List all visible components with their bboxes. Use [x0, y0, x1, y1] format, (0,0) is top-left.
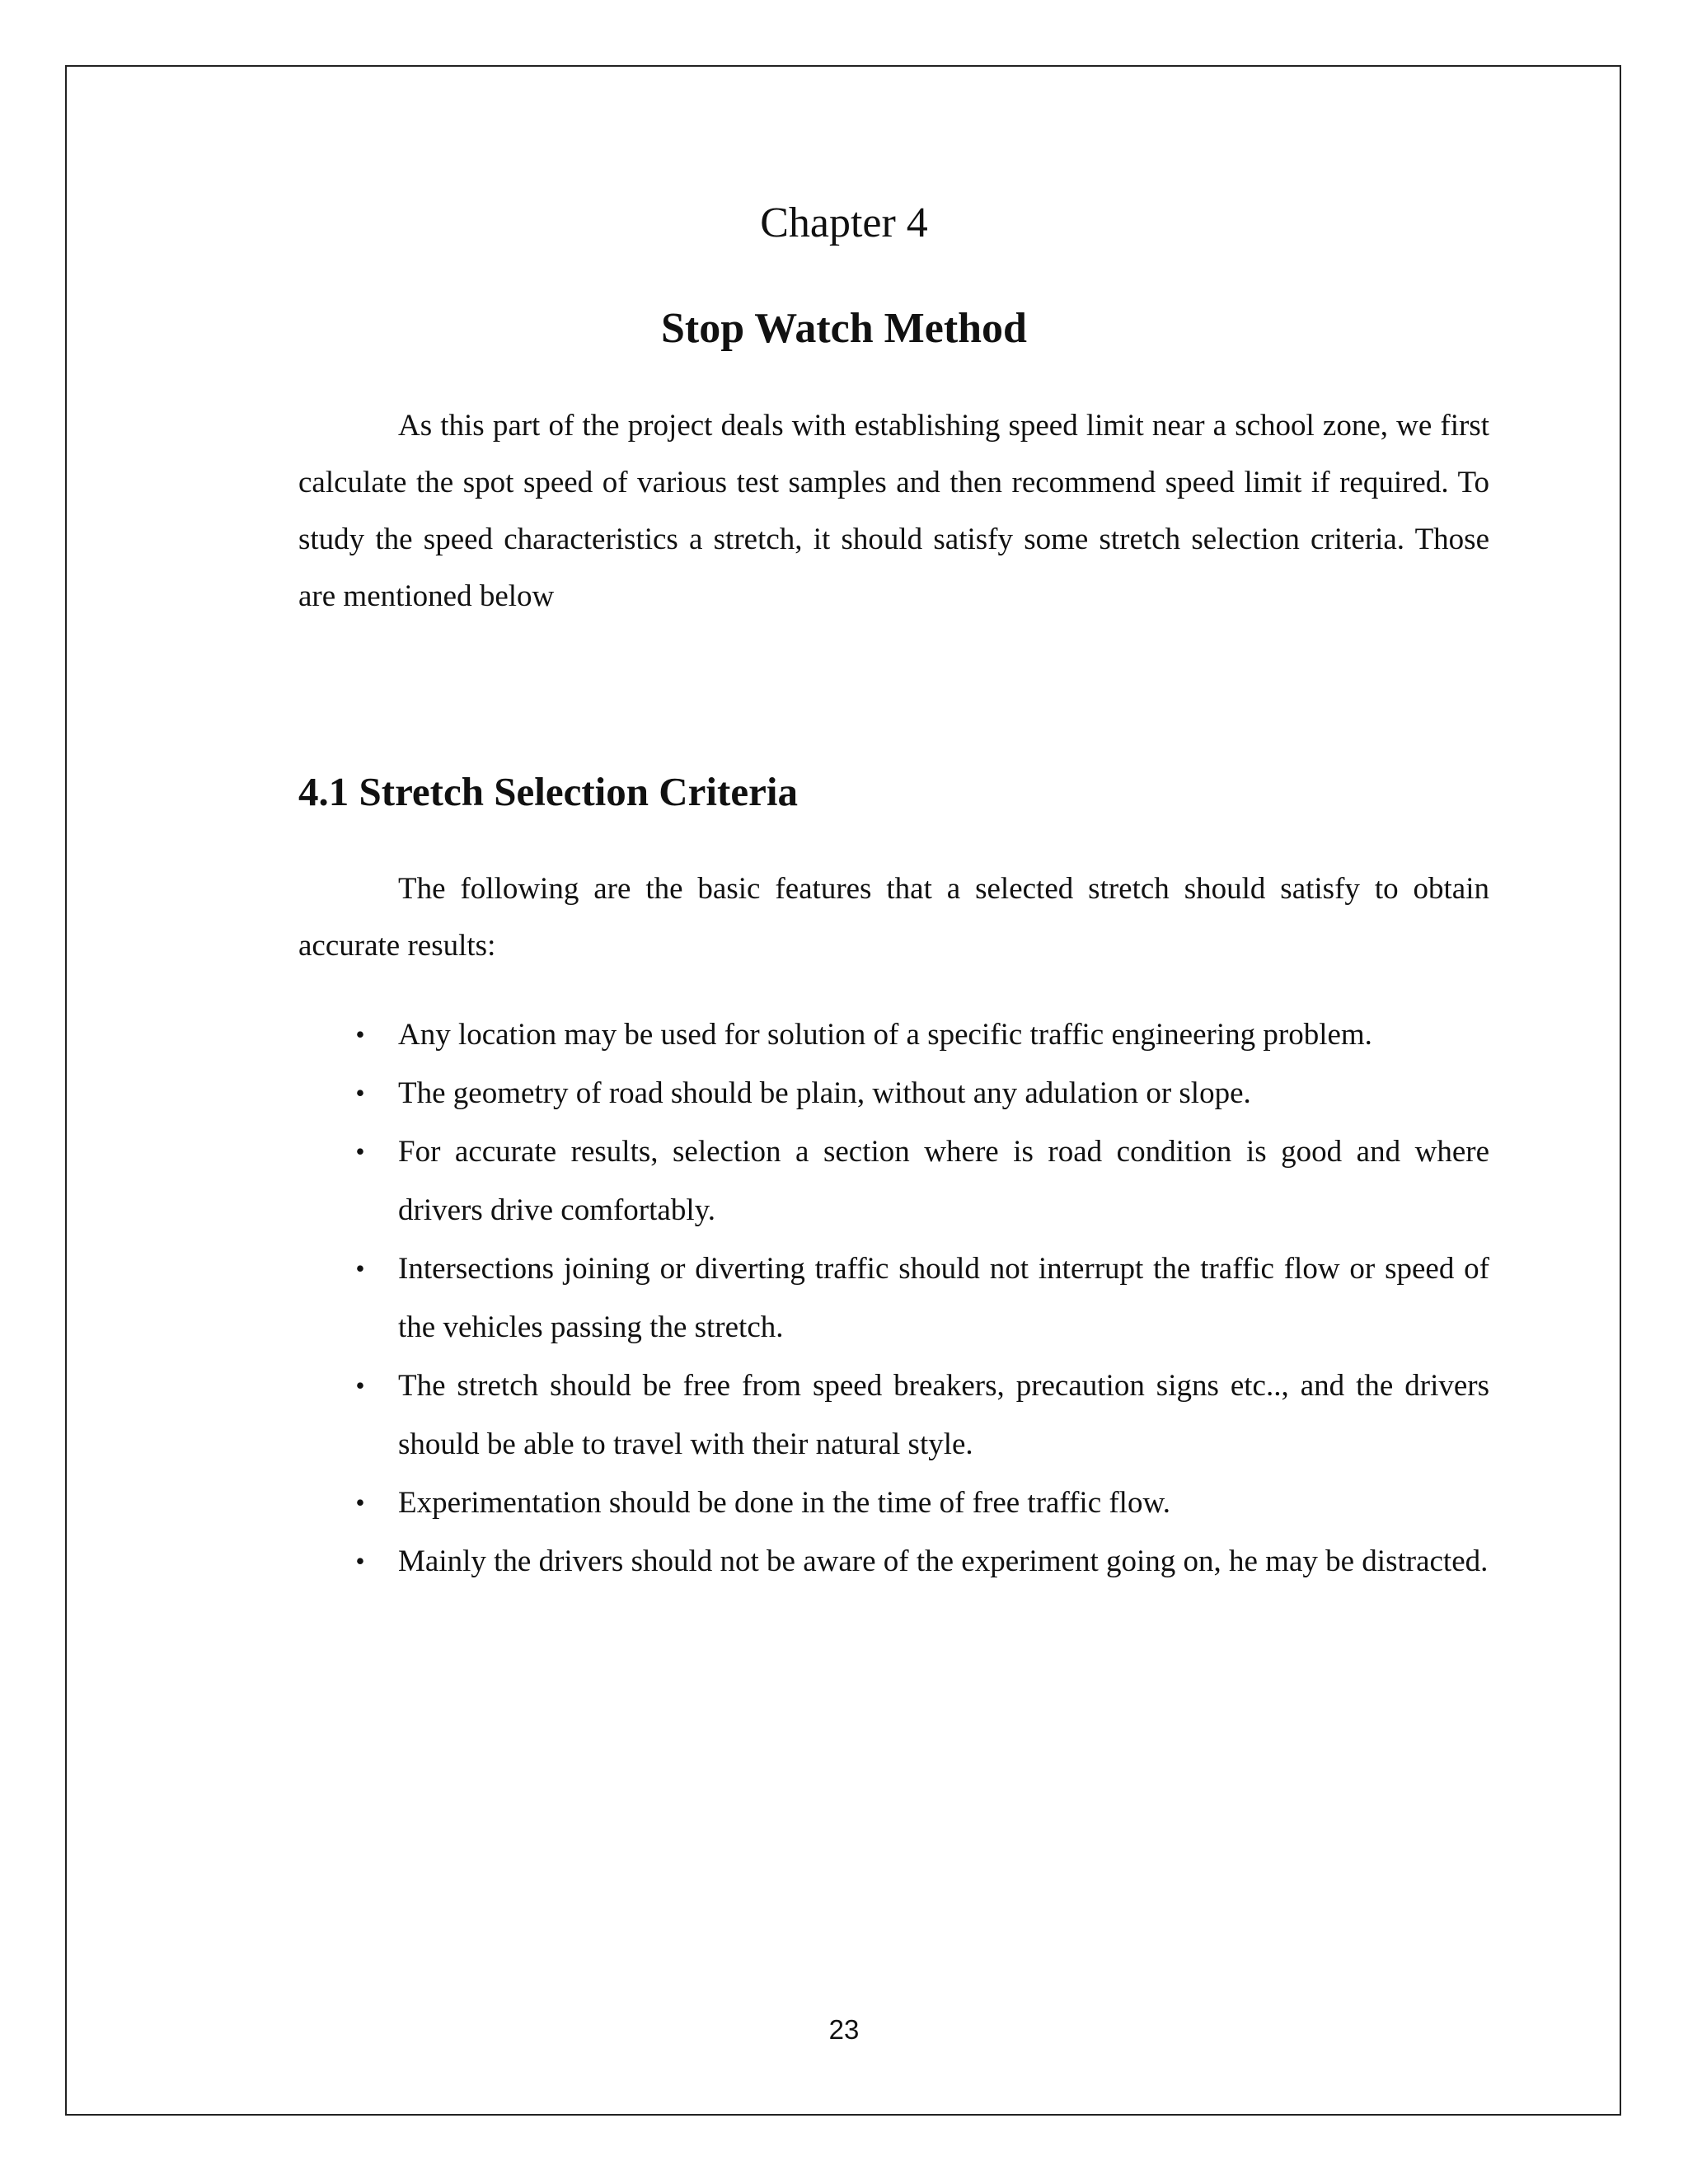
section-heading: 4.1 Stretch Selection Criteria — [298, 769, 798, 814]
intro-paragraph-text: As this part of the project deals with establishing speed limit near a school zone, we first calculate the spot speed of various test samples and then recommend speed limit if required. To study the speed characteristics a stretch, it should satisfy some stretch selection criteria. Those are mentioned below — [298, 409, 1489, 613]
criteria-list — [298, 1005, 1489, 1591]
intro-paragraph — [298, 397, 1489, 625]
page-number: 23 — [828, 2014, 860, 2045]
section-intro-paragraph — [298, 860, 1489, 974]
list-item — [298, 1240, 1489, 1357]
list-item — [298, 1532, 1489, 1591]
list-item-text: Any location may be used for solution of a specific traffic engineering problem. — [398, 1018, 1372, 1052]
chapter-title: Stop Watch Method — [661, 305, 1027, 352]
list-item-text: The geometry of road should be plain, without any adulation or slope. — [398, 1076, 1251, 1110]
list-item — [298, 1357, 1489, 1474]
bullet-icon: • — [355, 1019, 365, 1049]
bullet-icon: • — [355, 1254, 365, 1283]
list-item-text: Mainly the drivers should not be aware of the experiment going on, he may be distracted. — [398, 1544, 1489, 1578]
chapter-label: Chapter 4 — [760, 199, 928, 246]
bullet-icon: • — [355, 1546, 365, 1576]
bullet-icon: • — [355, 1371, 365, 1400]
list-item-text: Experimentation should be done in the time of free traffic flow. — [398, 1486, 1171, 1520]
list-item — [298, 1064, 1489, 1122]
list-item-text: For accurate results, selection a section where is road condition is good and where drivers drive comfortably. — [398, 1135, 1489, 1227]
list-item-text: Intersections joining or diverting traffic should not interrupt the traffic flow or speed of the vehicles passing the stretch. — [398, 1252, 1489, 1344]
list-item-text: The stretch should be free from speed breakers, precaution signs etc.., and the drivers should be able to travel with their natural style. — [398, 1369, 1489, 1461]
bullet-icon: • — [355, 1137, 365, 1166]
bullet-icon: • — [355, 1488, 365, 1517]
list-item — [298, 1005, 1489, 1064]
bullet-icon: • — [355, 1078, 365, 1108]
section-intro-text: The following are the basic features that a selected stretch should satisfy to obtain accurate results: — [298, 872, 1489, 963]
list-item — [298, 1122, 1489, 1240]
list-item — [298, 1474, 1489, 1532]
